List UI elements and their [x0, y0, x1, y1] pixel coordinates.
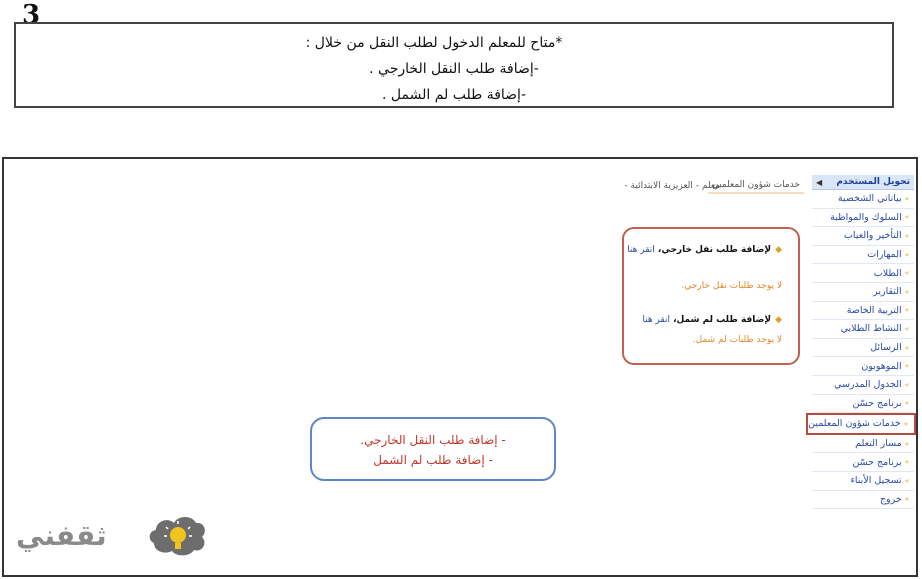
- bullet-icon: »: [904, 213, 909, 222]
- bullet-icon: »: [904, 458, 909, 467]
- breadcrumb: معلم - العزيزية الابتدائية -: [624, 181, 720, 191]
- watermark-text: ثقفني: [16, 519, 107, 552]
- external-transfer-label: لإضافة طلب نقل خارجي،: [657, 245, 772, 255]
- reunion-request-empty: لا يوجد طلبات لم شمل.: [692, 335, 782, 345]
- bullet-icon: »: [904, 380, 909, 389]
- bullet-icon: »: [904, 439, 909, 448]
- reunion-request-title[interactable]: [642, 315, 782, 325]
- tab-teacher-affairs[interactable]: خدمات شؤون المعلمين: [708, 180, 804, 194]
- sidebar-item-label: الموهوبون: [861, 360, 902, 372]
- sidebar-item[interactable]: [812, 264, 914, 283]
- sidebar-item[interactable]: [812, 472, 914, 491]
- sidebar-item-label: التأخير والغياب: [843, 230, 902, 242]
- instruction-note: [14, 22, 894, 108]
- reunion-request-link[interactable]: انقر هنا: [642, 315, 670, 325]
- note-line-2: -إضافة طلب النقل الخارجي .: [369, 61, 539, 77]
- bullet-icon: »: [904, 362, 909, 371]
- sidebar-item[interactable]: [812, 246, 914, 265]
- bullet-icon: »: [904, 250, 909, 259]
- sidebar-menu: [808, 175, 916, 520]
- note-line-1: *متاح للمعلم الدخول لطلب النقل من خلال :: [305, 35, 563, 51]
- sidebar-item[interactable]: [812, 491, 914, 510]
- callout-line-1: - إضافة طلب النقل الخارجي.: [360, 433, 506, 447]
- sidebar-item-label: خروج: [879, 493, 902, 505]
- sidebar-item[interactable]: [812, 435, 914, 454]
- sidebar-item[interactable]: [812, 339, 914, 358]
- menu-arrow-icon: ◀: [816, 177, 823, 187]
- external-transfer-link[interactable]: انقر هنا: [627, 245, 655, 255]
- bullet-icon: »: [903, 419, 908, 428]
- sidebar-item-label: المهارات: [867, 249, 902, 261]
- reunion-request-label: لإضافة طلب لم شمل،: [673, 315, 772, 325]
- sidebar-item[interactable]: [812, 283, 914, 302]
- bullet-icon: »: [904, 231, 909, 240]
- sidebar-item-label: تسجيل الأبناء: [850, 475, 902, 487]
- sidebar-item-label: التقارير: [873, 286, 902, 298]
- bullet-icon: »: [904, 343, 909, 352]
- sidebar-item-label: مسار التعلم: [855, 438, 902, 450]
- sidebar-item[interactable]: [812, 302, 914, 321]
- bullet-icon: »: [904, 287, 909, 296]
- watermark-logo: [16, 511, 212, 567]
- sidebar-item[interactable]: [806, 413, 916, 435]
- bullet-icon: »: [904, 269, 909, 278]
- bullet-icon: »: [904, 476, 909, 485]
- sidebar-item-label: الرسائل: [870, 342, 902, 354]
- sidebar-item[interactable]: [812, 357, 914, 376]
- callout-box: [310, 417, 556, 481]
- bullet-icon: »: [904, 495, 909, 504]
- bullet-icon: »: [904, 194, 909, 203]
- sidebar-item-label: برنامج حسّن: [852, 456, 902, 468]
- callout-line-2: - إضافة طلب لم الشمل: [373, 453, 493, 467]
- sidebar-item[interactable]: [812, 320, 914, 339]
- sidebar-item-label: الطلاب: [873, 267, 902, 279]
- sidebar-item-label: خدمات شؤون المعلمين: [808, 418, 901, 430]
- bullet-icon: ◆: [775, 315, 782, 325]
- switch-user-button[interactable]: [812, 175, 914, 190]
- sidebar-item[interactable]: [812, 209, 914, 228]
- bullet-icon: ◆: [775, 245, 782, 255]
- external-transfer-title[interactable]: [627, 245, 782, 255]
- sidebar-item[interactable]: [812, 453, 914, 472]
- sidebar-item[interactable]: [812, 376, 914, 395]
- lightbulb-icon: [146, 513, 210, 561]
- bullet-icon: »: [904, 306, 909, 315]
- switch-user-label: تحويل المستخدم: [836, 177, 910, 187]
- sidebar-item-label: بياناتي الشخصية: [837, 193, 902, 205]
- sidebar-item[interactable]: [812, 227, 914, 246]
- sidebar-item-label: السلوك والمواظبة: [830, 211, 902, 223]
- sidebar-list: [808, 190, 916, 509]
- step-number: 3: [22, 0, 41, 30]
- sidebar-item-label: النشاط الطلابي: [840, 323, 902, 335]
- sidebar-item[interactable]: [812, 190, 914, 209]
- sidebar-item-label: الجدول المدرسي: [834, 379, 902, 391]
- sidebar-item-label: برنامج حسّن: [852, 397, 902, 409]
- bullet-icon: »: [904, 399, 909, 408]
- bullet-icon: »: [904, 324, 909, 333]
- external-transfer-empty: لا يوجد طلبات نقل خارجي.: [681, 281, 782, 291]
- sidebar-item-label: التربية الخاصة: [846, 304, 902, 316]
- note-line-3: -إضافة طلب لم الشمل .: [382, 87, 526, 103]
- sidebar-item[interactable]: [812, 395, 914, 414]
